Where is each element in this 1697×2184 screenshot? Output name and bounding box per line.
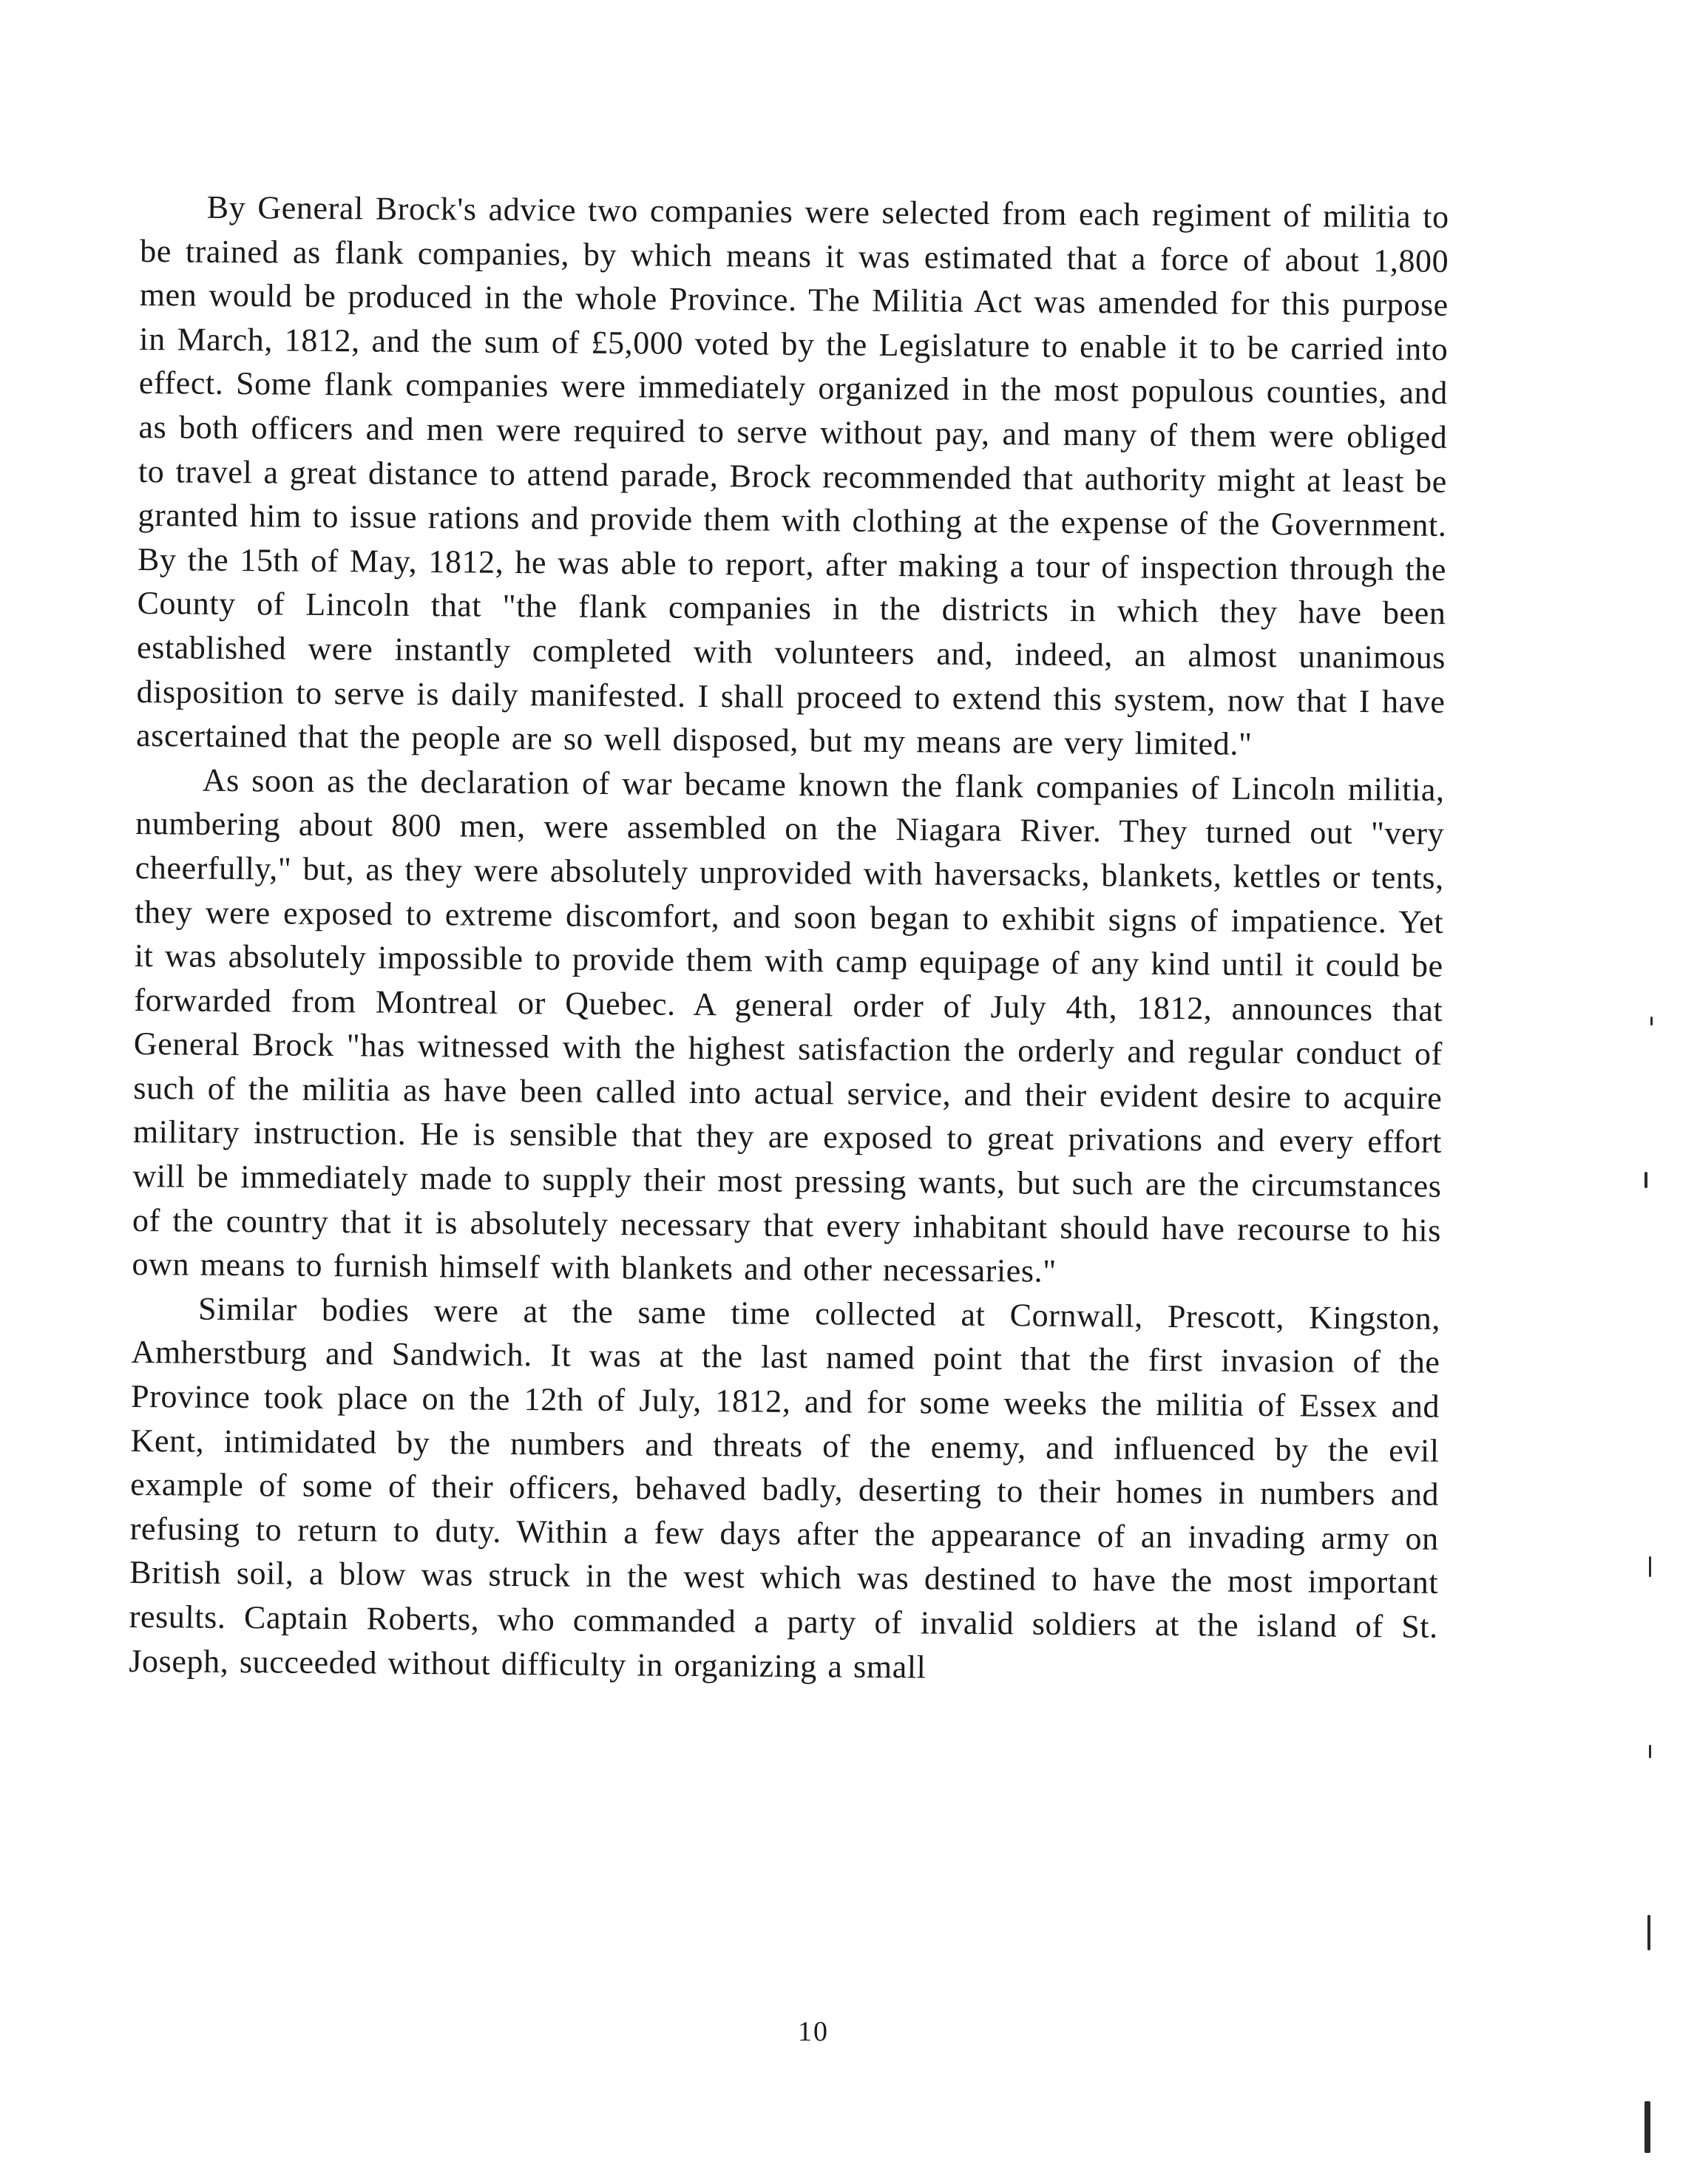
- scan-speck: [1647, 1915, 1650, 1950]
- body-text: [129, 185, 1449, 1693]
- scan-speck: [1649, 1745, 1651, 1758]
- scan-speck: [1650, 1017, 1653, 1025]
- paragraph-2: As soon as the declaration of war became known the flank companies of Lincoln militia, numbering about 800 men, were assembled on the Niagara River. They turned out "very cheerfully," but, as they were absolutely unprovided with haversacks, blankets, kettles or tents, they were exposed to extreme discomfort, and soon began to exhibit signs of impatience. Yet it was absolutely impossible to provide them with camp equipage of any kind until it could be forwarded from Montreal or Quebec. A general order of July 4th, 1812, announces that General Brock "has witnessed with the highest satisfaction the orderly and regular conduct of such of the militia as have been called into actual service, and their evident desire to acquire military instruction. He is sensible that they are exposed to great privations and every effort will be immediately made to supply their most pressing wants, but such are the circumstances of the country that it is absolutely necessary that every inhabitant should have recourse to his own means to furnish himself with blankets and other necessaries.": [132, 762, 1445, 1290]
- page-number: 10: [798, 2016, 829, 2047]
- scan-speck: [1645, 1172, 1647, 1188]
- scan-speck: [1649, 1556, 1651, 1577]
- scan-speck: [1645, 2101, 1650, 2153]
- paragraph-3: Similar bodies were at the same time collected at Cornwall, Prescott, Kingston, Amherstburg and Sandwich. It was at the last named point that the first invasion of the Province took place on the 12th of July, 1812, and for some weeks the militia of Essex and Kent, intimidated by the numbers and threats of the enemy, and influenced by the evil example of some of their officers, behaved badly, deserting to their homes in numbers and refusing to return to duty. Within a few days after the appearance of an invading army on British soil, a blow was struck in the west which was destined to have the most important results. Captain Roberts, who commanded a party of invalid soldiers at the island of St. Joseph, succeeded without difficulty in organizing a small: [129, 1290, 1441, 1685]
- paragraph-1: By General Brock's advice two companies were selected from each regiment of militia to be trained as flank companies, by which means it was estimated that a force of about 1,800 men would be produced in the whole Province. The Militia Act was amended for this purpose in March, 1812, and the sum of £5,000 voted by the Legislature to enable it to be carried into effect. Some flank companies were immediately organized in the most populous counties, and as both officers and men were required to serve without pay, and many of them were obliged to travel a great distance to attend parade, Brock recommended that authority might at least be granted him to issue rations and provide them with clothing at the expense of the Government. By the 15th of May, 1812, he was able to report, after making a tour of inspection through the County of Lincoln that "the flank companies in the districts in which they have been established were instantly completed with volunteers and, indeed, an almost unanimous disposition to serve is daily manifested. I shall proceed to extend this system, now that I have ascertained that the people are so well disposed, but my means are very limited.": [135, 189, 1449, 762]
